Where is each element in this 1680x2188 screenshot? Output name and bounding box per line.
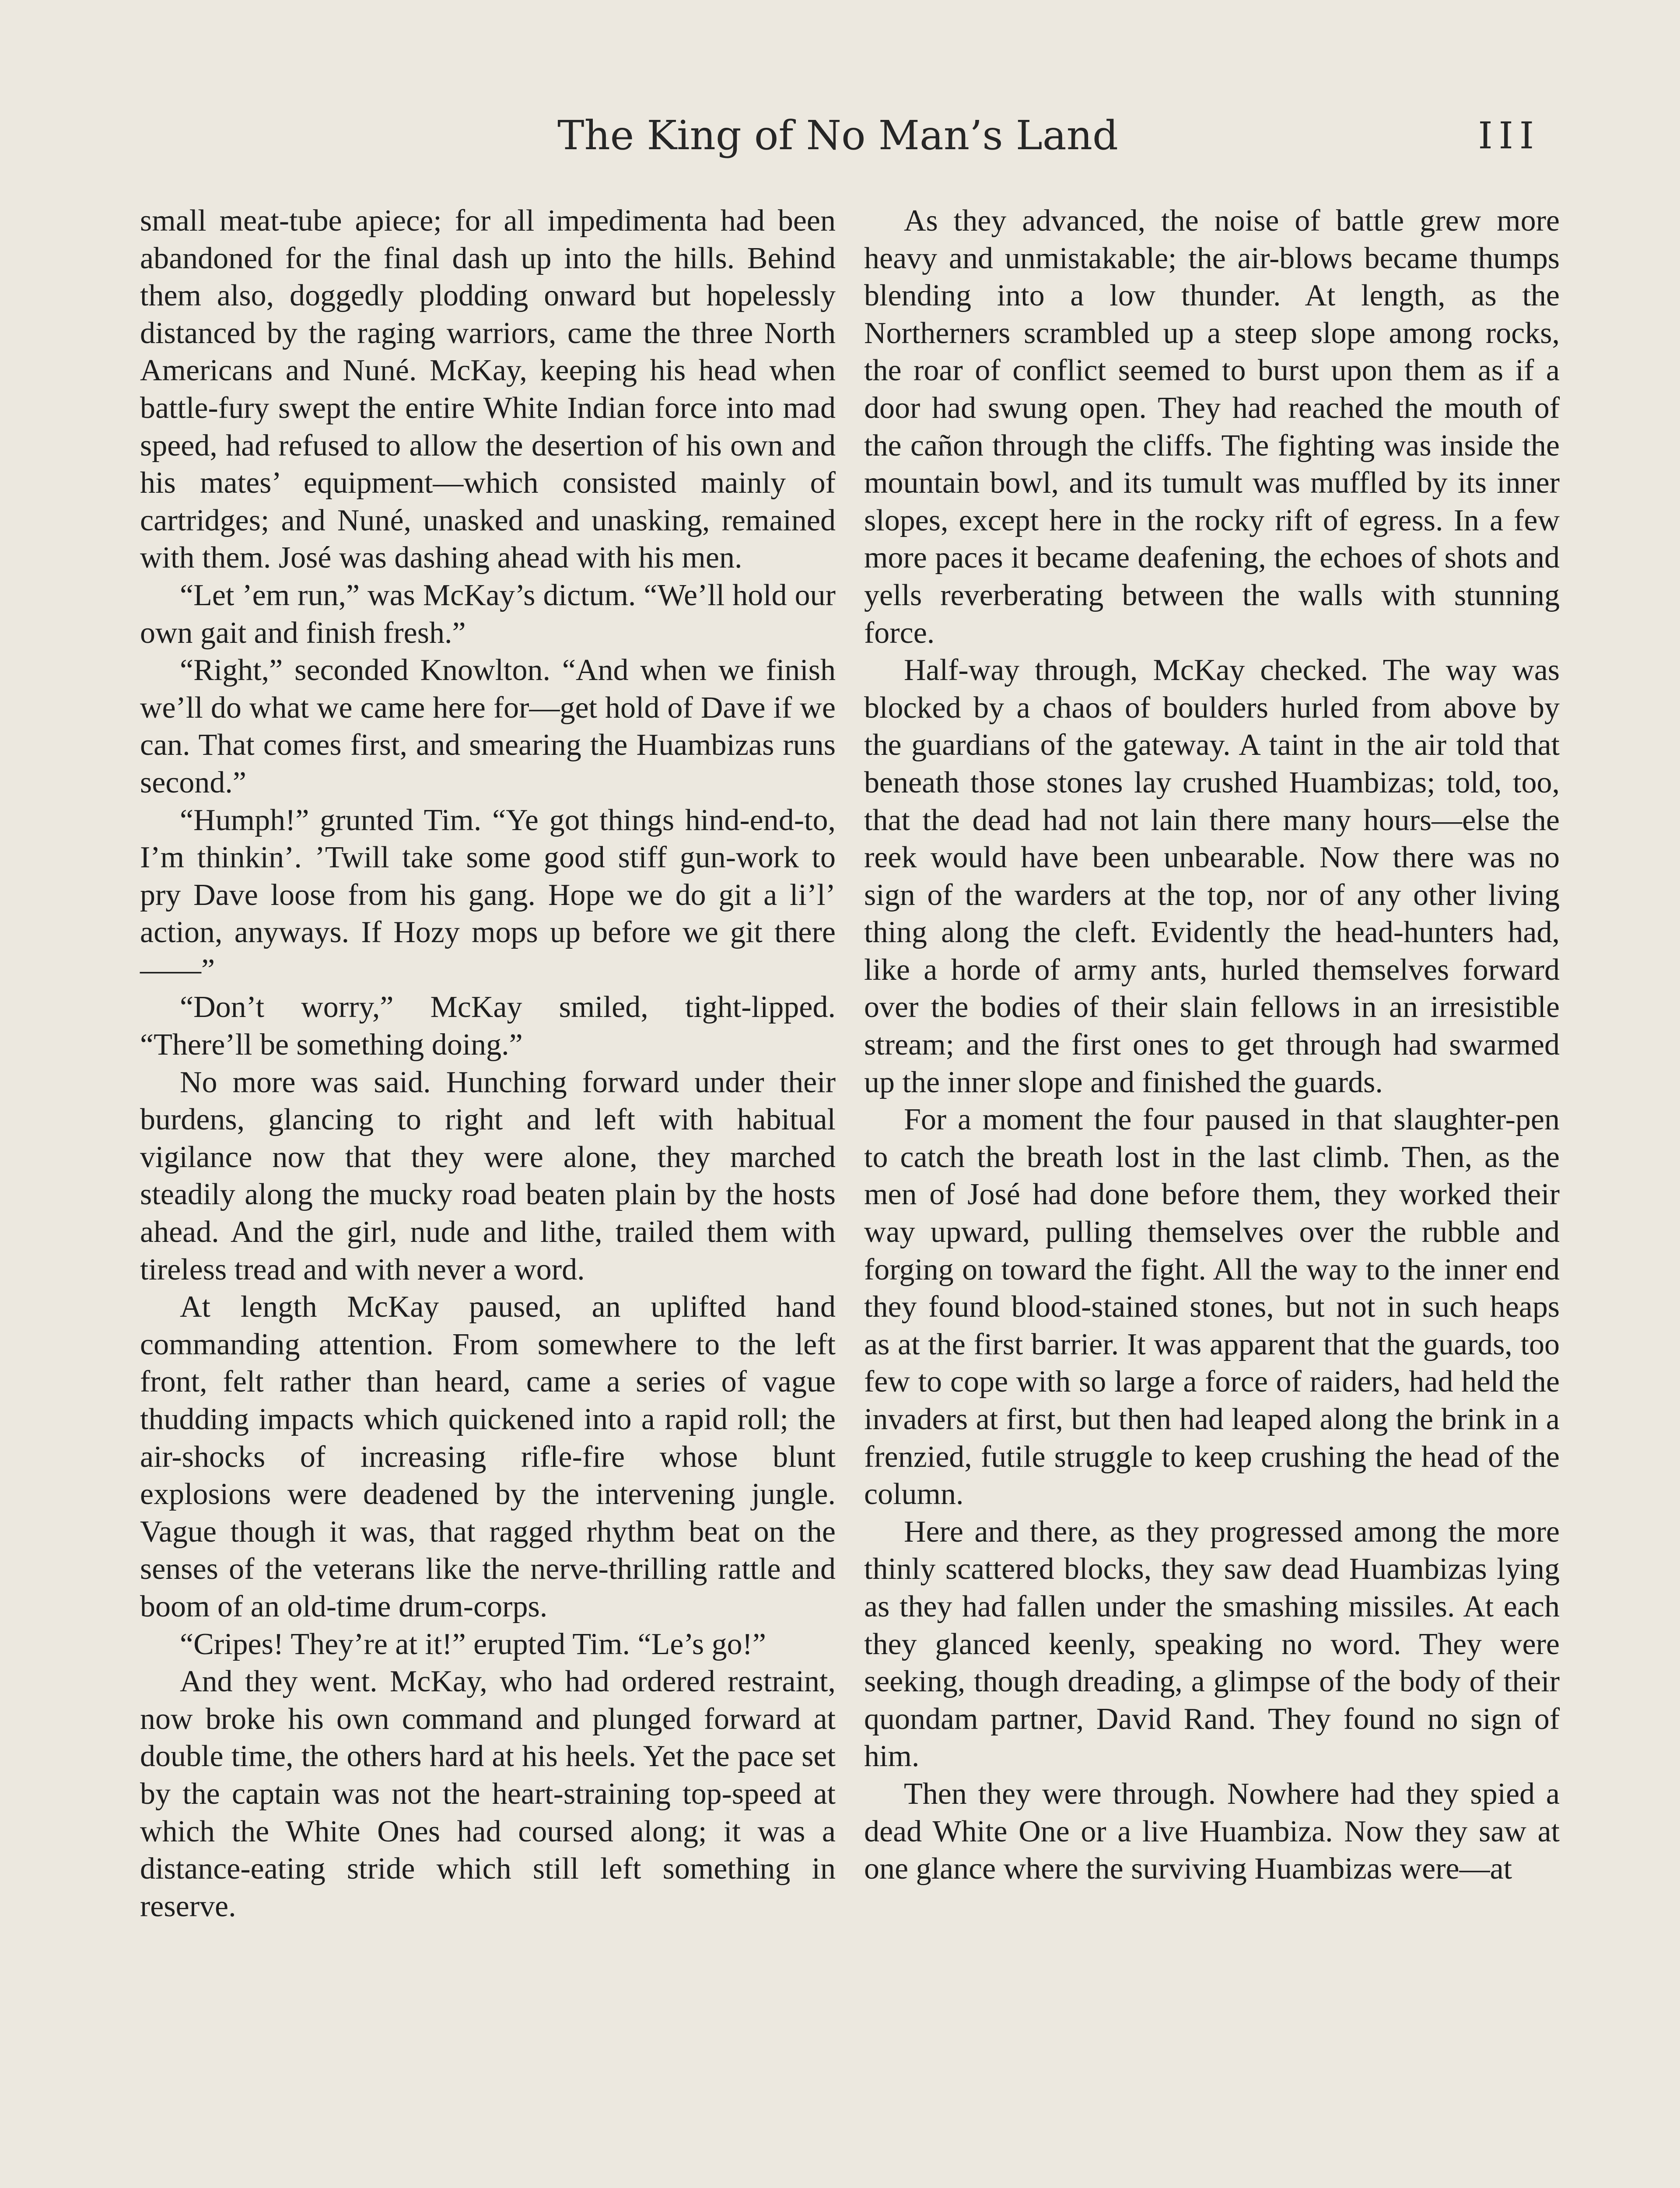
text-column-left	[140, 202, 836, 1925]
paragraph: And they went. McKay, who had ordered restraint, now broke his own command and plunged forward at double time, the others hard at his heels. Yet the pace set by the captain was not the heart-straining top-speed at which the White Ones had coursed along; it was a distance-eating stride which still left something in reserve.	[140, 1665, 836, 1923]
paragraph: Then they were through. Nowhere had they spied a dead White One or a live Huambiza. Now they saw at one glance where the surviving Huambizas were—at	[864, 1777, 1560, 1886]
paragraph: Here and there, as they progressed among the more thinly scattered blocks, they saw dead Huambizas lying as they had fallen under the smashing missiles. At each they glanced keenly, speaking no word. They were seeking, though dreading, a glimpse of the body of their quondam partner, David Rand. They found no sign of him.	[864, 1515, 1560, 1774]
paragraph: “Don’t worry,” McKay smiled, tight-lipped. “There’ll be something doing.”	[140, 990, 836, 1062]
paragraph: “Right,” seconded Knowlton. “And when we finish we’ll do what we came here for—get hold of Dave if we can. That comes first, and smearing the Huambizas runs second.”	[140, 653, 836, 799]
paragraph: As they advanced, the noise of battle grew more heavy and unmistakable; the air-blows became thumps blending into a low thunder. At length, as the Northerners scrambled up a steep slope among rocks, the roar of conflict seemed to burst upon them as if a door had swung open. They had reached the mouth of the cañon through the cliffs. The fighting was inside the mountain bowl, and its tumult was muffled by its inner slopes, except here in the rocky rift of egress. In a few more paces it became deafening, the echoes of shots and yells reverberating between the walls with stunning force.	[864, 204, 1560, 650]
paragraph: “Humph!” grunted Tim. “Ye got things hind-end-to, I’m thinkin’. ’Twill take some good stiff gun-work to pry Dave loose from his gang. Hope we do git a li’l’ action, anyways. If Hozy mops up before we git there——”	[140, 803, 836, 987]
paragraph: “Let ’em run,” was McKay’s dictum. “We’ll hold our own gait and finish fresh.”	[140, 578, 836, 650]
running-title: The King of No Man’s Land	[557, 112, 1118, 159]
page-number: III	[1478, 114, 1540, 157]
paragraph: At length McKay paused, an uplifted hand commanding attention. From somewhere to the left front, felt rather than heard, came a series of vague thudding impacts which quickened into a rapid roll; the air-shocks of increasing rifle-fire whose blunt explosions were deadened by the intervening jungle. Vague though it was, that ragged rhythm beat on the senses of the veterans like the nerve-thrilling rattle and boom of an old-time drum-corps.	[140, 1290, 836, 1623]
paragraph: For a moment the four paused in that slaughter-pen to catch the breath lost in the last climb. Then, as the men of José had done before them, they worked their way upward, pulling themselves over the rubble and forging on toward the fight. All the way to the inner end they found blood-stained stones, but not in such heaps as at the first barrier. It was apparent that the guards, too few to cope with so large a force of raiders, had held the invaders at first, but then had leaped along the brink in a frenzied, futile struggle to keep crushing the head of the column.	[864, 1103, 1560, 1511]
paragraph: “Cripes! They’re at it!” erupted Tim. “Le’s go!”	[180, 1627, 766, 1661]
page-header	[0, 101, 1680, 171]
text-column-right	[864, 202, 1560, 1888]
paragraph: No more was said. Hunching forward under their burdens, glancing to right and left with habitual vigilance now that they were alone, they marched steadily along the mucky road beaten plain by the hosts ahead. And the girl, nude and lithe, trailed them with tireless tread and with never a word.	[140, 1065, 836, 1287]
paragraph: Half-way through, McKay checked. The way was blocked by a chaos of boulders hurled from above by the guardians of the gateway. A taint in the air told that beneath those stones lay crushed Huambizas; told, too, that the dead had not lain there many hours—else the reek would have been unbearable. Now there was no sign of the warders at the top, nor of any other living thing along the cleft. Evidently the head-hunters had, like a horde of army ants, hurled themselves forward over the bodies of their slain fellows in an irresistible stream; and the first ones to get through had swarmed up the inner slope and finished the guards.	[864, 653, 1560, 1099]
paragraph: small meat-tube apiece; for all impedimenta had been abandoned for the final dash up into the hills. Behind them also, doggedly plodding onward but hopelessly distanced by the raging warriors, came the three North Americans and Nuné. McKay, keeping his head when battle-fury swept the entire White Indian force into mad speed, had refused to allow the desertion of his own and his mates’ equipment—which consisted mainly of cartridges; and Nuné, unasked and unasking, remained with them. José was dashing ahead with his men.	[140, 204, 836, 575]
